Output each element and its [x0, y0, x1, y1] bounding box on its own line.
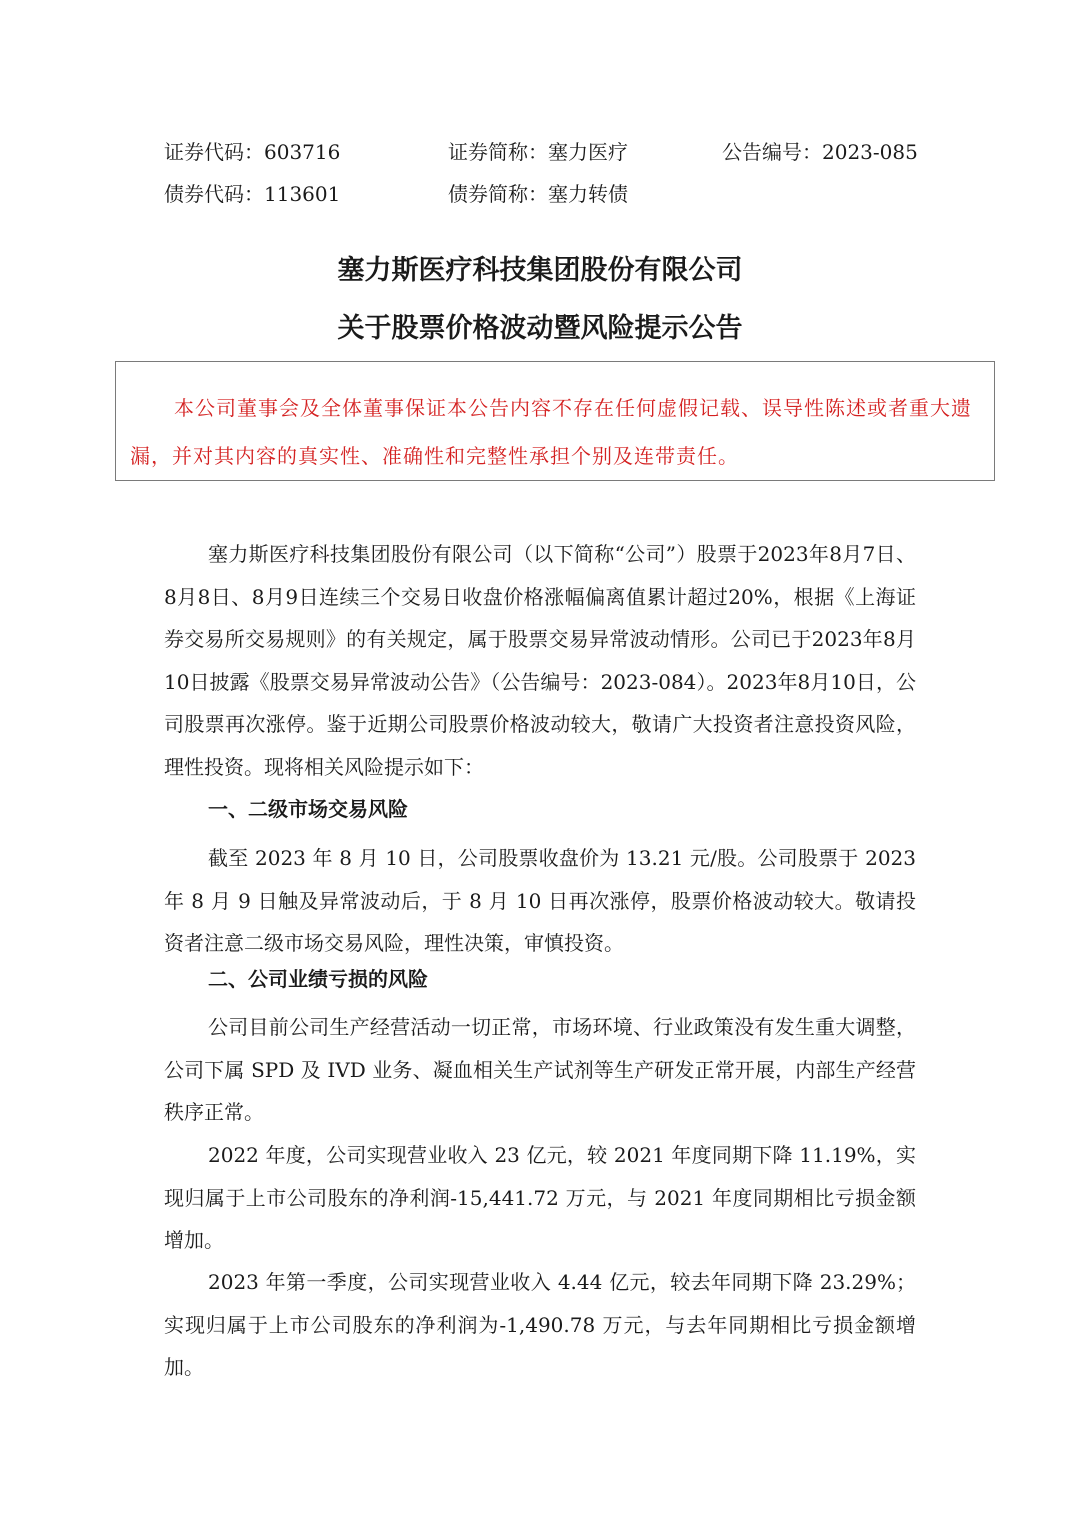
disclaimer-box: [115, 361, 995, 481]
section2-body-2: [164, 1134, 916, 1262]
security-abbreviation: 证券简称：塞力医疗: [448, 140, 628, 164]
announcement-number: 公告编号：2023-085: [722, 140, 918, 164]
disclaimer-text: 本公司董事会及全体董事保证本公告内容不存在任何虚假记载、误导性陈述或者重大遗漏，并对其内容的真实性、准确性和完整性承担个别及连带责任。: [130, 396, 972, 468]
section2-body-1: [164, 1006, 916, 1134]
company-title: 塞力斯医疗科技集团股份有限公司: [337, 255, 743, 286]
announcement-title: 关于股票价格波动暨风险提示公告: [337, 313, 743, 344]
bond-abbreviation: 债券简称：塞力转债: [448, 182, 628, 206]
section1-body: [164, 837, 916, 965]
section2-body-3: [164, 1261, 916, 1389]
section1-heading: 一、二级市场交易风险: [208, 797, 408, 821]
intro-section: [164, 533, 916, 788]
intro-paragraph: 塞力斯医疗科技集团股份有限公司（以下简称“公司”）股票于2023年8月7日、8月8日、8月9日连续三个交易日收盘价格涨幅偏离值累计超过20%，根据《上海证券交易所交易规则》的有关规定，属于股票交易异常波动情形。公司已于2023年8月10日披露《股票交易异常波动公告》（公告编号：2023-084）。2023年8月10日，公司股票再次涨停。鉴于近期公司股票价格波动较大，敬请广大投资者注意投资风险，理性投资。现将相关风险提示如下：: [164, 542, 916, 779]
section2-paragraph-2: 2022 年度，公司实现营业收入 23 亿元，较 2021 年度同期下降 11.19%，实现归属于上市公司股东的净利润-15,441.72 万元，与 2021 年度同期相比亏损金额增加。: [164, 1143, 916, 1252]
bond-code: 债券代码：113601: [164, 182, 341, 206]
section-market-risk: [164, 788, 916, 830]
section2-paragraph-3: 2023 年第一季度，公司实现营业收入 4.44 亿元，较去年同期下降 23.29%；实现归属于上市公司股东的净利润为-1,490.78 万元，与去年同期相比亏损金额增加。: [164, 1270, 916, 1379]
section1-paragraph: 截至 2023 年 8 月 10 日，公司股票收盘价为 13.21 元/股。公司股票于 2023 年 8 月 9 日触及异常波动后，于 8 月 10 日再次涨停，股票价格波动较大。敬请投资者注意二级市场交易风险，理性决策，审慎投资。: [164, 846, 916, 955]
section2-heading: 二、公司业绩亏损的风险: [208, 967, 428, 991]
section2-paragraph-1: 公司目前公司生产经营活动一切正常，市场环境、行业政策没有发生重大调整，公司下属 SPD 及 IVD 业务、凝血相关生产试剂等生产研发正常开展，内部生产经营秩序正常。: [164, 1015, 916, 1124]
section-loss-risk: [164, 958, 916, 1000]
security-code: 证券代码：603716: [164, 140, 341, 164]
